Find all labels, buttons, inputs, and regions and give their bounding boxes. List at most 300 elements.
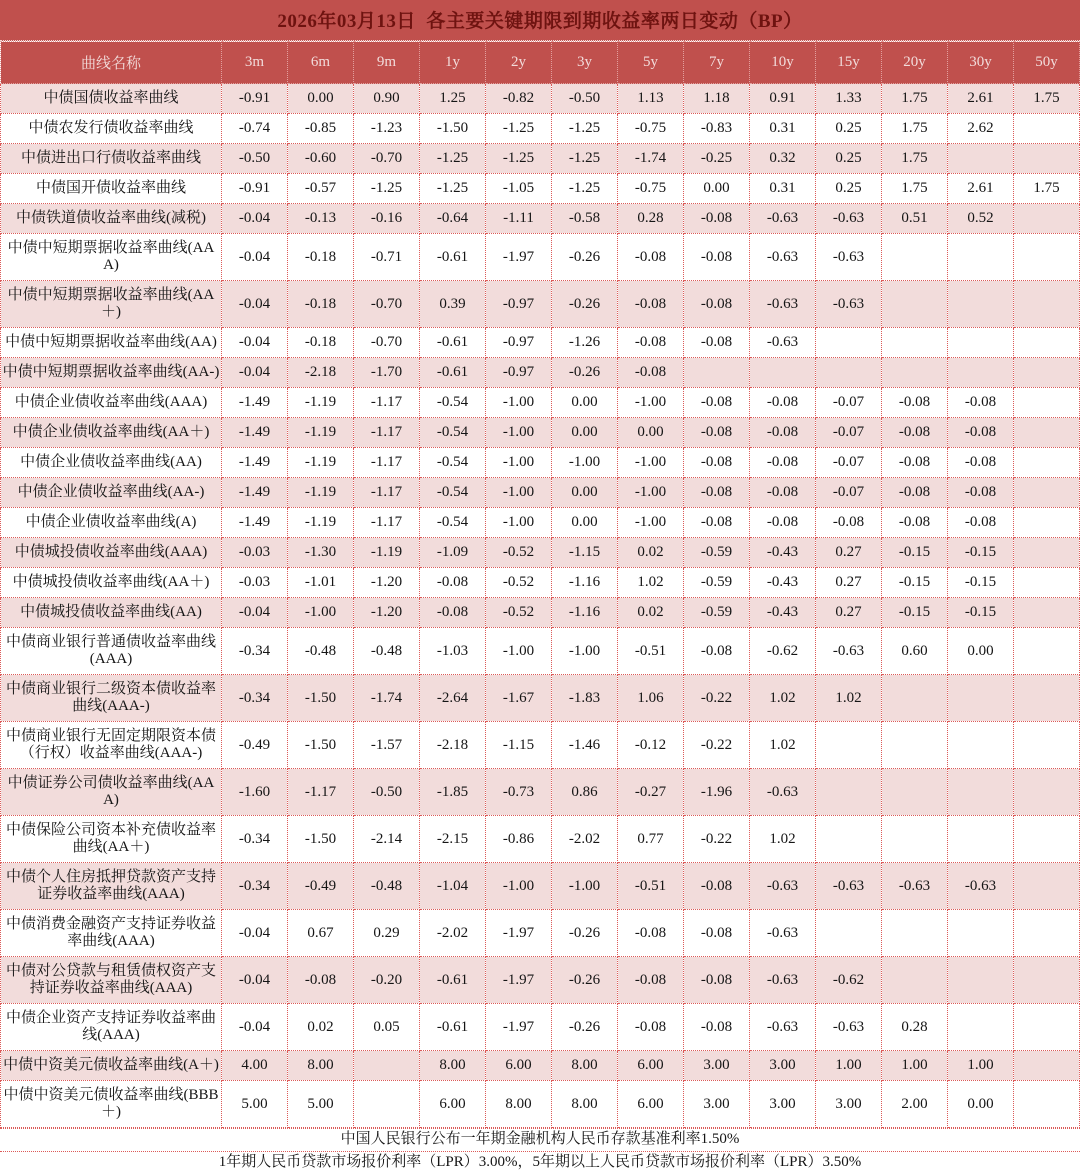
value-cell: -0.18	[288, 234, 354, 281]
value-cell: -0.27	[618, 769, 684, 816]
value-cell: -0.07	[816, 418, 882, 448]
table-row	[1, 1004, 1080, 1051]
value-cell: -0.61	[420, 234, 486, 281]
value-cell: -0.08	[618, 358, 684, 388]
curve-name-cell: 中债中资美元债收益率曲线(A＋)	[1, 1051, 222, 1081]
value-cell: -1.49	[222, 478, 288, 508]
value-cell	[1014, 769, 1080, 816]
value-cell: -1.96	[684, 769, 750, 816]
value-cell: -0.52	[486, 568, 552, 598]
value-cell: -1.17	[354, 448, 420, 478]
value-cell: -0.75	[618, 174, 684, 204]
value-cell	[1014, 957, 1080, 1004]
value-cell: -0.08	[618, 1004, 684, 1051]
value-cell	[816, 358, 882, 388]
value-cell: -0.63	[882, 863, 948, 910]
value-cell: 0.32	[750, 144, 816, 174]
value-cell	[354, 1051, 420, 1081]
curve-name-cell: 中债中资美元债收益率曲线(BBB＋)	[1, 1081, 222, 1128]
value-cell	[948, 144, 1014, 174]
value-cell: -0.86	[486, 816, 552, 863]
value-cell: -0.43	[750, 538, 816, 568]
value-cell: 1.00	[948, 1051, 1014, 1081]
table-header	[1, 42, 1080, 84]
value-cell: -0.16	[354, 204, 420, 234]
value-cell: -1.25	[552, 174, 618, 204]
value-cell: -0.61	[420, 358, 486, 388]
value-cell: -0.54	[420, 418, 486, 448]
value-cell: 0.00	[552, 388, 618, 418]
value-cell: -1.25	[420, 144, 486, 174]
value-cell: -0.08	[948, 508, 1014, 538]
value-cell: -0.22	[684, 722, 750, 769]
value-cell: -0.04	[222, 328, 288, 358]
value-cell	[948, 675, 1014, 722]
value-cell: -1.50	[288, 675, 354, 722]
curve-name-cell: 中债中短期票据收益率曲线(AA-)	[1, 358, 222, 388]
value-cell: -0.04	[222, 281, 288, 328]
value-cell: -0.63	[750, 281, 816, 328]
value-cell: -1.49	[222, 448, 288, 478]
value-cell: 0.28	[618, 204, 684, 234]
value-cell: -0.50	[222, 144, 288, 174]
value-cell	[1014, 910, 1080, 957]
value-cell: 0.00	[552, 508, 618, 538]
value-cell: -0.25	[684, 144, 750, 174]
value-cell	[1014, 628, 1080, 675]
value-cell	[882, 358, 948, 388]
value-cell: -1.25	[420, 174, 486, 204]
value-cell: -0.52	[486, 598, 552, 628]
value-cell: -0.15	[948, 598, 1014, 628]
lpr-rate-note: 1年期人民币贷款市场报价利率（LPR）3.00%，5年期以上人民币贷款市场报价利率（LPR）3.50%	[0, 1151, 1080, 1174]
value-cell	[1014, 1051, 1080, 1081]
value-cell: -1.04	[420, 863, 486, 910]
value-cell: -0.75	[618, 114, 684, 144]
value-cell	[882, 769, 948, 816]
value-cell: -0.54	[420, 448, 486, 478]
value-cell	[948, 234, 1014, 281]
value-cell: 0.00	[552, 418, 618, 448]
value-cell: 0.90	[354, 84, 420, 114]
value-cell: 8.00	[486, 1081, 552, 1128]
value-cell: -1.16	[552, 568, 618, 598]
value-cell: 1.18	[684, 84, 750, 114]
value-cell: -1.19	[288, 448, 354, 478]
value-cell: -1.50	[288, 722, 354, 769]
table-row	[1, 478, 1080, 508]
value-cell	[1014, 358, 1080, 388]
value-cell: -1.25	[354, 174, 420, 204]
value-cell: 8.00	[420, 1051, 486, 1081]
table-row	[1, 281, 1080, 328]
value-cell: -2.18	[288, 358, 354, 388]
curve-name-cell: 中债进出口行债收益率曲线	[1, 144, 222, 174]
value-cell: -0.08	[816, 508, 882, 538]
value-cell: -0.22	[684, 675, 750, 722]
value-cell: -0.08	[882, 478, 948, 508]
table-row	[1, 722, 1080, 769]
report-title: 2026年03月13日 各主要关键期限到期收益率两日变动（BP）	[0, 0, 1080, 41]
curve-name-cell: 中债中短期票据收益率曲线(AA＋)	[1, 281, 222, 328]
table-row	[1, 1051, 1080, 1081]
value-cell: -1.19	[288, 508, 354, 538]
value-cell: 3.00	[816, 1081, 882, 1128]
value-cell: -0.50	[354, 769, 420, 816]
value-cell	[948, 328, 1014, 358]
value-cell: 2.62	[948, 114, 1014, 144]
value-cell	[1014, 508, 1080, 538]
value-cell: -0.91	[222, 84, 288, 114]
value-cell: -1.01	[288, 568, 354, 598]
column-header-5y: 5y	[618, 42, 684, 84]
value-cell: -1.00	[486, 448, 552, 478]
value-cell: 0.86	[552, 769, 618, 816]
value-cell: -0.48	[354, 628, 420, 675]
value-cell: 4.00	[222, 1051, 288, 1081]
value-cell: -0.97	[486, 358, 552, 388]
value-cell: 0.27	[816, 598, 882, 628]
column-header-30y: 30y	[948, 42, 1014, 84]
value-cell: -0.08	[750, 418, 816, 448]
value-cell	[1014, 328, 1080, 358]
value-cell: -0.63	[750, 910, 816, 957]
value-cell: -0.08	[618, 281, 684, 328]
curve-name-cell: 中债农发行债收益率曲线	[1, 114, 222, 144]
value-cell: -0.60	[288, 144, 354, 174]
value-cell: -1.03	[420, 628, 486, 675]
value-cell: -0.08	[684, 388, 750, 418]
value-cell	[1014, 538, 1080, 568]
table-row	[1, 174, 1080, 204]
value-cell	[882, 816, 948, 863]
table-body	[1, 84, 1080, 1128]
value-cell: -0.08	[882, 418, 948, 448]
value-cell: -1.15	[552, 538, 618, 568]
value-cell: 0.25	[816, 114, 882, 144]
value-cell: -0.63	[750, 863, 816, 910]
curve-name-cell: 中债企业债收益率曲线(AA-)	[1, 478, 222, 508]
value-cell	[354, 1081, 420, 1128]
value-cell: -1.85	[420, 769, 486, 816]
value-cell: -0.49	[288, 863, 354, 910]
value-cell: -0.91	[222, 174, 288, 204]
value-cell: -0.63	[816, 1004, 882, 1051]
value-cell: -0.03	[222, 538, 288, 568]
curve-name-cell: 中债城投债收益率曲线(AAA)	[1, 538, 222, 568]
value-cell: -0.08	[684, 204, 750, 234]
value-cell: 8.00	[288, 1051, 354, 1081]
value-cell: -0.04	[222, 1004, 288, 1051]
value-cell: -0.08	[750, 508, 816, 538]
value-cell: 1.75	[1014, 84, 1080, 114]
value-cell	[882, 328, 948, 358]
value-cell: -0.08	[684, 508, 750, 538]
value-cell: -0.63	[750, 769, 816, 816]
curve-name-cell: 中债对公贷款与租赁债权资产支持证券收益率曲线(AAA)	[1, 957, 222, 1004]
value-cell: -2.02	[552, 816, 618, 863]
value-cell: -0.26	[552, 358, 618, 388]
value-cell: 0.00	[618, 418, 684, 448]
value-cell: -0.15	[882, 568, 948, 598]
value-cell: -1.17	[288, 769, 354, 816]
value-cell: -1.97	[486, 957, 552, 1004]
value-cell: -0.43	[750, 568, 816, 598]
value-cell: -0.83	[684, 114, 750, 144]
value-cell: -1.25	[552, 144, 618, 174]
value-cell: -1.17	[354, 418, 420, 448]
value-cell: -0.63	[750, 1004, 816, 1051]
table-row	[1, 769, 1080, 816]
value-cell: -1.70	[354, 358, 420, 388]
value-cell	[948, 769, 1014, 816]
curve-name-cell: 中债企业债收益率曲线(AAA)	[1, 388, 222, 418]
value-cell: -1.57	[354, 722, 420, 769]
value-cell	[1014, 722, 1080, 769]
value-cell: -0.08	[684, 478, 750, 508]
table-row	[1, 388, 1080, 418]
value-cell	[1014, 114, 1080, 144]
value-cell: -0.62	[750, 628, 816, 675]
curve-name-cell: 中债铁道债收益率曲线(减税)	[1, 204, 222, 234]
value-cell: -0.08	[288, 957, 354, 1004]
value-cell: -0.51	[618, 628, 684, 675]
value-cell: 1.75	[882, 114, 948, 144]
value-cell: -0.50	[552, 84, 618, 114]
value-cell: -1.26	[552, 328, 618, 358]
value-cell: -0.43	[750, 598, 816, 628]
value-cell	[1014, 478, 1080, 508]
value-cell: -1.00	[552, 628, 618, 675]
value-cell: -0.63	[816, 281, 882, 328]
value-cell: 0.77	[618, 816, 684, 863]
value-cell: -2.02	[420, 910, 486, 957]
value-cell: -1.50	[420, 114, 486, 144]
value-cell: -0.52	[486, 538, 552, 568]
table-row	[1, 448, 1080, 478]
value-cell: -0.54	[420, 388, 486, 418]
value-cell: 3.00	[684, 1081, 750, 1128]
value-cell: -0.34	[222, 628, 288, 675]
value-cell: 1.02	[750, 722, 816, 769]
value-cell: -1.97	[486, 234, 552, 281]
value-cell: -0.07	[816, 448, 882, 478]
column-header-9m: 9m	[354, 42, 420, 84]
value-cell: 0.25	[816, 144, 882, 174]
value-cell: -1.46	[552, 722, 618, 769]
value-cell: 0.51	[882, 204, 948, 234]
table-row	[1, 1081, 1080, 1128]
value-cell: -0.57	[288, 174, 354, 204]
value-cell: -1.00	[618, 508, 684, 538]
value-cell	[1014, 1081, 1080, 1128]
column-header-3y: 3y	[552, 42, 618, 84]
value-cell: -0.26	[552, 910, 618, 957]
value-cell: 6.00	[618, 1051, 684, 1081]
value-cell	[948, 1004, 1014, 1051]
value-cell: 5.00	[222, 1081, 288, 1128]
value-cell: 6.00	[486, 1051, 552, 1081]
curve-name-cell: 中债企业资产支持证券收益率曲线(AAA)	[1, 1004, 222, 1051]
value-cell: -0.08	[882, 448, 948, 478]
table-row	[1, 863, 1080, 910]
value-cell: -0.70	[354, 281, 420, 328]
value-cell: 3.00	[684, 1051, 750, 1081]
value-cell: 1.75	[882, 84, 948, 114]
value-cell: -0.51	[618, 863, 684, 910]
value-cell: 0.67	[288, 910, 354, 957]
value-cell: -0.34	[222, 675, 288, 722]
curve-name-cell: 中债国债收益率曲线	[1, 84, 222, 114]
value-cell	[948, 816, 1014, 863]
column-header-50y: 50y	[1014, 42, 1080, 84]
curve-name-cell: 中债城投债收益率曲线(AA＋)	[1, 568, 222, 598]
value-cell: 0.00	[684, 174, 750, 204]
value-cell: 0.27	[816, 538, 882, 568]
value-cell: -0.18	[288, 281, 354, 328]
value-cell: -1.25	[486, 114, 552, 144]
value-cell: -0.08	[948, 418, 1014, 448]
value-cell: 1.02	[618, 568, 684, 598]
value-cell: -0.08	[948, 388, 1014, 418]
value-cell: 8.00	[552, 1081, 618, 1128]
value-cell: -0.63	[816, 234, 882, 281]
column-header-: 曲线名称	[1, 42, 222, 84]
value-cell: 1.75	[1014, 174, 1080, 204]
value-cell: 5.00	[288, 1081, 354, 1128]
value-cell: 2.61	[948, 174, 1014, 204]
value-cell	[816, 328, 882, 358]
value-cell: -0.20	[354, 957, 420, 1004]
value-cell: -1.00	[552, 863, 618, 910]
value-cell: -0.08	[750, 448, 816, 478]
deposit-rate-note: 中国人民银行公布一年期金融机构人民币存款基准利率1.50%	[0, 1128, 1080, 1151]
value-cell: -1.00	[486, 418, 552, 448]
value-cell: -0.08	[618, 328, 684, 358]
value-cell: -1.00	[486, 863, 552, 910]
value-cell	[816, 910, 882, 957]
value-cell: -0.08	[420, 568, 486, 598]
table-row	[1, 508, 1080, 538]
value-cell: -0.04	[222, 957, 288, 1004]
value-cell: 1.33	[816, 84, 882, 114]
value-cell: -1.00	[618, 478, 684, 508]
value-cell: -0.08	[684, 957, 750, 1004]
value-cell	[1014, 568, 1080, 598]
column-header-6m: 6m	[288, 42, 354, 84]
value-cell: -0.97	[486, 328, 552, 358]
value-cell: -0.59	[684, 568, 750, 598]
value-cell: 0.39	[420, 281, 486, 328]
value-cell: -1.97	[486, 910, 552, 957]
value-cell: -0.04	[222, 358, 288, 388]
value-cell: -0.08	[882, 388, 948, 418]
value-cell: -1.00	[486, 628, 552, 675]
value-cell: -1.00	[288, 598, 354, 628]
value-cell: -0.15	[882, 538, 948, 568]
table-row	[1, 957, 1080, 1004]
value-cell	[1014, 448, 1080, 478]
value-cell: -1.20	[354, 598, 420, 628]
value-cell: -1.17	[354, 508, 420, 538]
value-cell	[1014, 675, 1080, 722]
value-cell: -1.97	[486, 1004, 552, 1051]
value-cell: -1.00	[618, 448, 684, 478]
value-cell: -1.20	[354, 568, 420, 598]
value-cell: 0.31	[750, 114, 816, 144]
value-cell: -1.16	[552, 598, 618, 628]
curve-name-cell: 中债中短期票据收益率曲线(AAA)	[1, 234, 222, 281]
value-cell: -0.08	[882, 508, 948, 538]
table-row	[1, 84, 1080, 114]
value-cell: -0.63	[750, 957, 816, 1004]
value-cell: 0.00	[948, 1081, 1014, 1128]
yield-change-table	[0, 41, 1080, 1128]
column-header-7y: 7y	[684, 42, 750, 84]
value-cell: -0.08	[618, 910, 684, 957]
value-cell: -0.15	[948, 568, 1014, 598]
value-cell	[1014, 234, 1080, 281]
value-cell: -0.97	[486, 281, 552, 328]
table-row	[1, 114, 1080, 144]
value-cell: -1.67	[486, 675, 552, 722]
value-cell: -0.48	[288, 628, 354, 675]
value-cell: 0.25	[816, 174, 882, 204]
table-row	[1, 910, 1080, 957]
value-cell: 1.00	[882, 1051, 948, 1081]
value-cell: -0.04	[222, 598, 288, 628]
footer-notes	[0, 1128, 1080, 1174]
value-cell: -1.49	[222, 418, 288, 448]
value-cell: -2.15	[420, 816, 486, 863]
column-header-10y: 10y	[750, 42, 816, 84]
value-cell: -1.15	[486, 722, 552, 769]
value-cell: -0.59	[684, 538, 750, 568]
column-header-3m: 3m	[222, 42, 288, 84]
curve-name-cell: 中债中短期票据收益率曲线(AA)	[1, 328, 222, 358]
value-cell: -0.03	[222, 568, 288, 598]
value-cell	[1014, 598, 1080, 628]
value-cell: -0.08	[684, 628, 750, 675]
value-cell: -0.70	[354, 144, 420, 174]
curve-name-cell: 中债国开债收益率曲线	[1, 174, 222, 204]
value-cell: 1.02	[816, 675, 882, 722]
value-cell: -0.26	[552, 1004, 618, 1051]
value-cell: -0.85	[288, 114, 354, 144]
value-cell: -0.08	[750, 388, 816, 418]
value-cell: -1.00	[552, 448, 618, 478]
value-cell	[750, 358, 816, 388]
value-cell: -0.26	[552, 234, 618, 281]
value-cell: -0.63	[750, 204, 816, 234]
curve-name-cell: 中债消费金融资产支持证券收益率曲线(AAA)	[1, 910, 222, 957]
value-cell: -0.07	[816, 388, 882, 418]
value-cell: -0.63	[816, 628, 882, 675]
value-cell: -0.26	[552, 957, 618, 1004]
value-cell: -1.11	[486, 204, 552, 234]
value-cell: -0.18	[288, 328, 354, 358]
value-cell	[1014, 418, 1080, 448]
curve-name-cell: 中债保险公司资本补充债收益率曲线(AA＋)	[1, 816, 222, 863]
value-cell: 0.28	[882, 1004, 948, 1051]
value-cell: -0.61	[420, 957, 486, 1004]
value-cell: -2.14	[354, 816, 420, 863]
table-row	[1, 538, 1080, 568]
value-cell: -0.64	[420, 204, 486, 234]
value-cell: 0.31	[750, 174, 816, 204]
header-row	[1, 42, 1080, 84]
value-cell: -0.49	[222, 722, 288, 769]
